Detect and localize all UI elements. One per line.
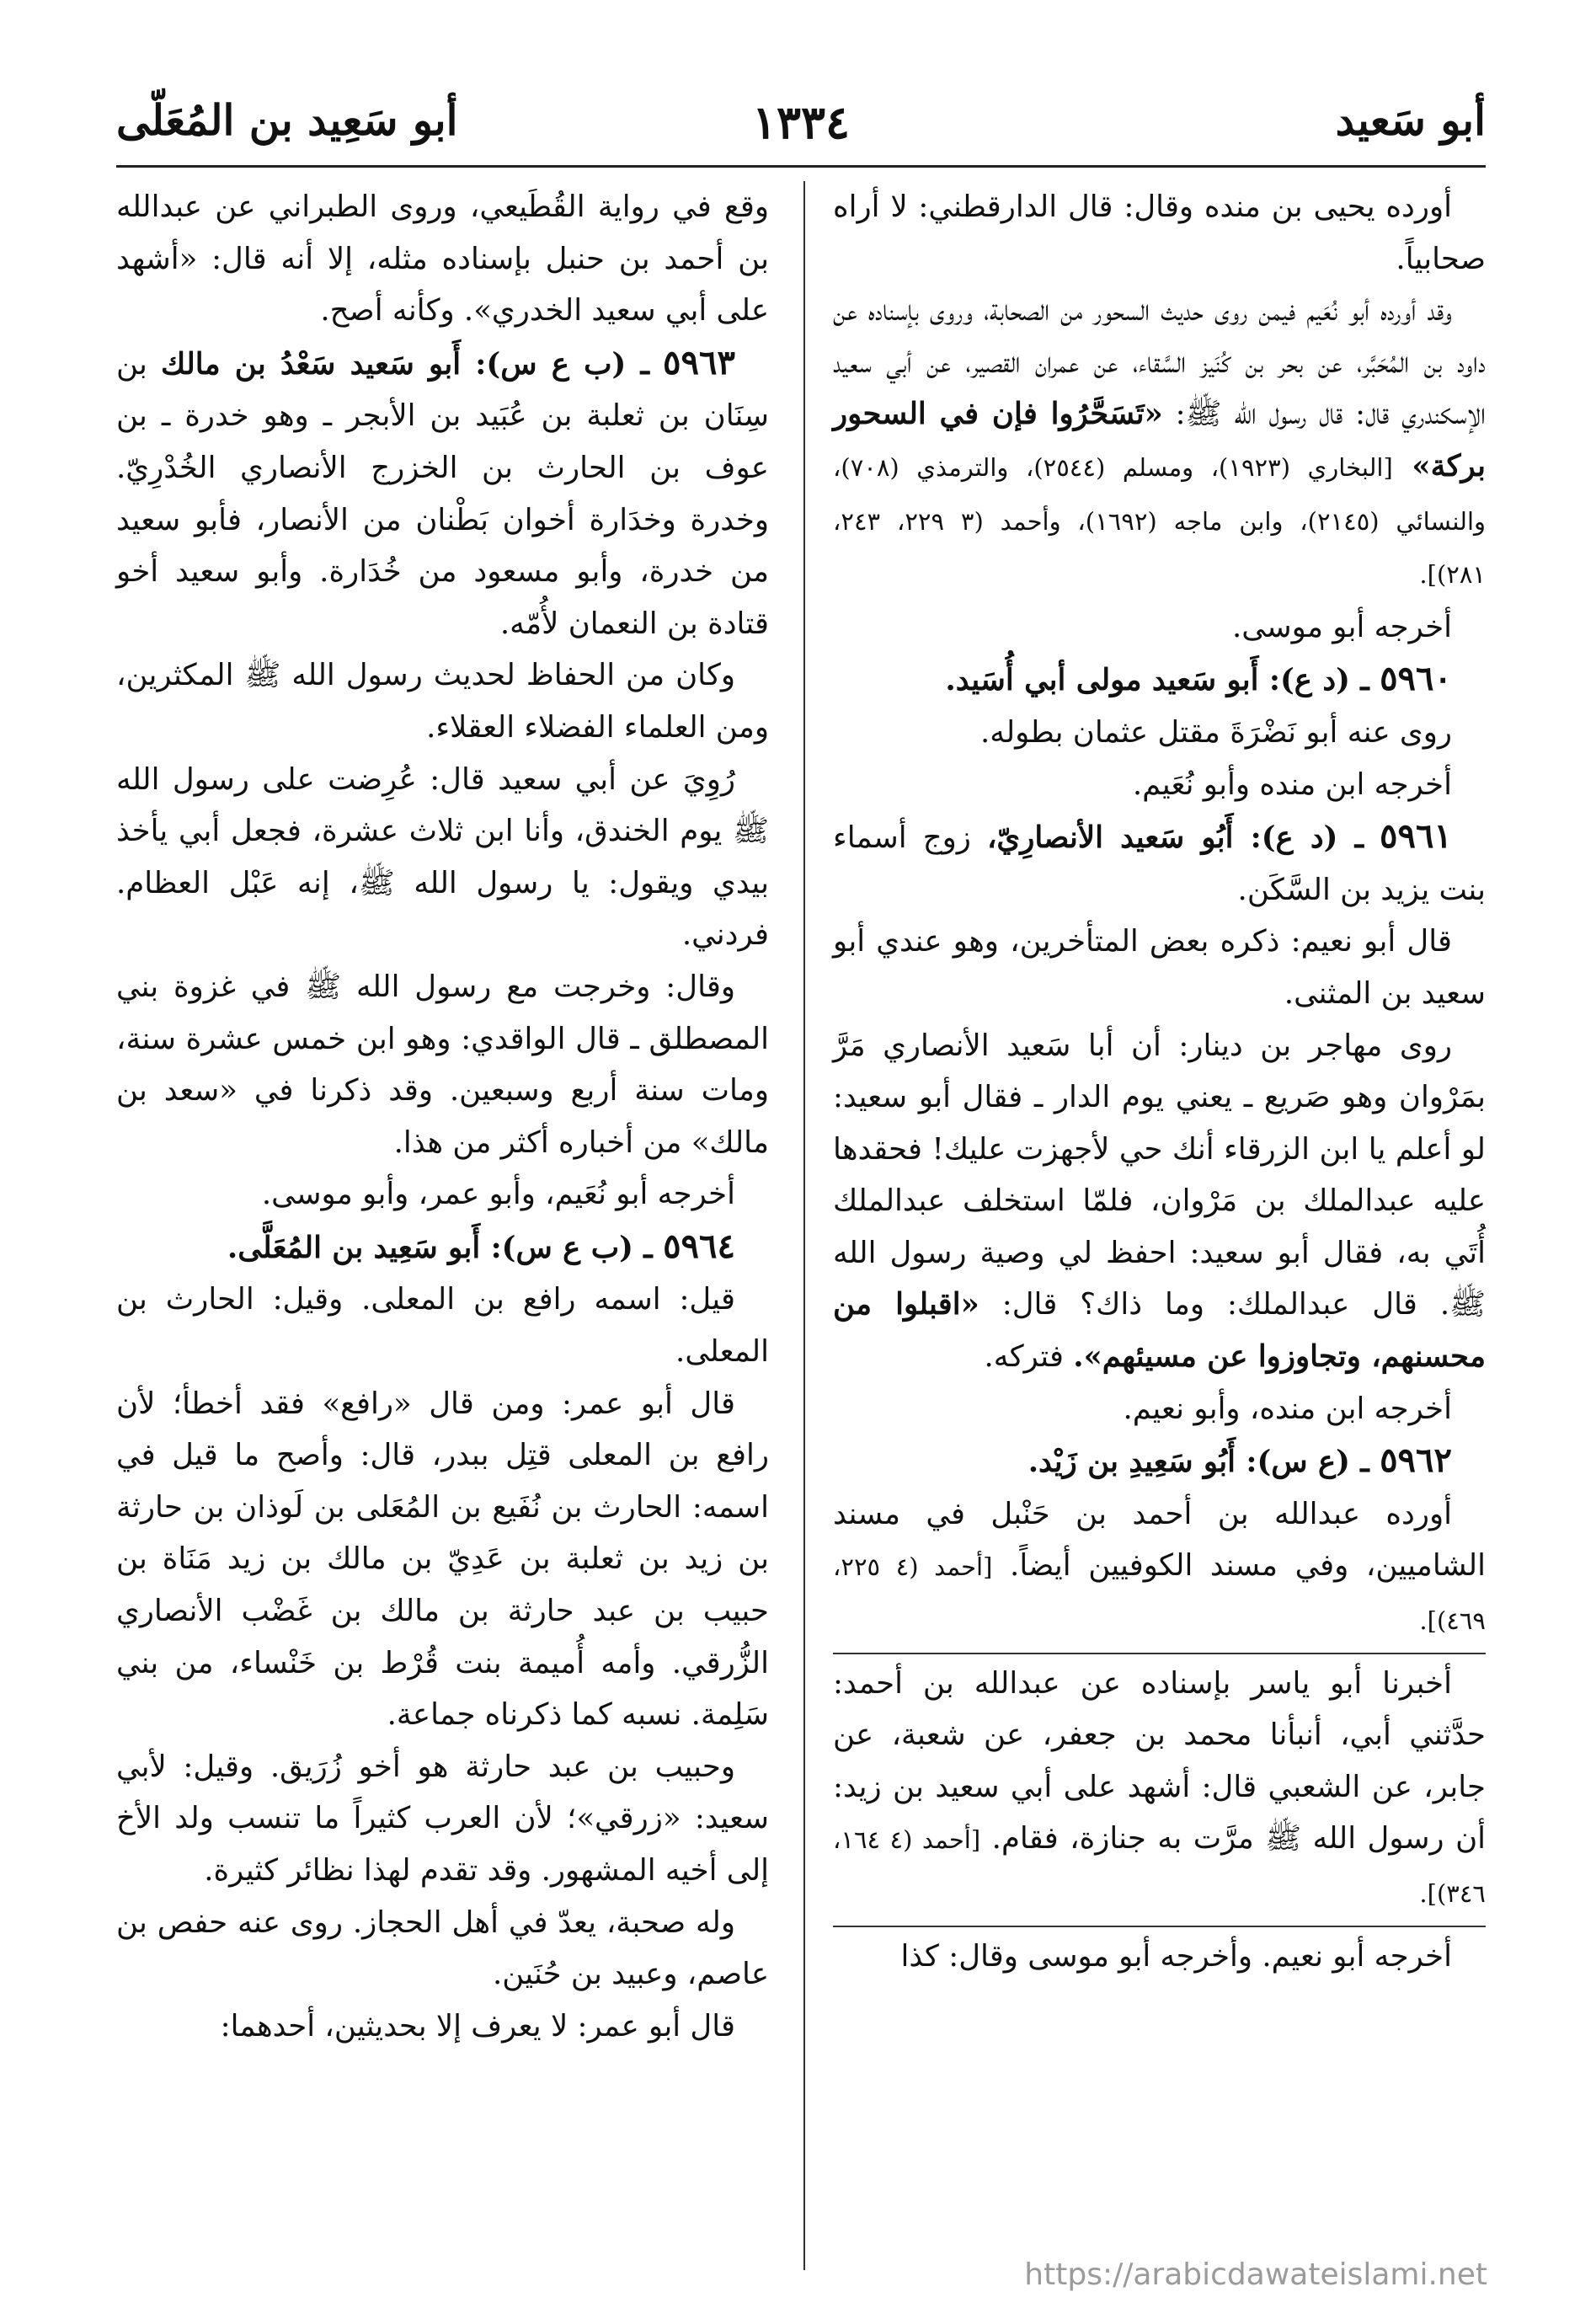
section-divider bbox=[833, 1926, 1486, 1927]
paragraph: أخرجه ابن منده وأبو نُعَيم. bbox=[1132, 767, 1452, 802]
paragraph: وكان من الحفاظ لحديث رسول الله ﷺ المكثرين، ومن العلماء الفضلاء العقلاء. bbox=[116, 658, 769, 745]
entry-heading: ٥٩٦١ ـ (د ع): أَبُو سَعيد الأنصارِيّ، زوج أسماء بنت يزيد بن السَّكَن. bbox=[833, 816, 1486, 907]
column-divider bbox=[803, 181, 805, 2270]
reference: [أحمد (٤ ٢٢٥، ٤٦٩)]. bbox=[833, 1552, 1486, 1636]
paragraph: أورده عبدالله بن أحمد بن حَنْبل في مسند الشاميين، وفي مسند الكوفيين أيضاً. [أحمد (٤ ٢٢٥، ٤٦٩)]. bbox=[833, 1496, 1486, 1636]
entry-number: ٥٩٦٢ bbox=[1380, 1440, 1452, 1481]
paragraph: قال أبو عمر: ومن قال «رافع» فقد أخطأ؛ لأن رافع بن المعلى قتِل ببدر، قال: وأصح ما قيل في اسمه: الحارث بن نُفَيع بن المُعَلى بن لَوذان بن حارثة بن زيد بن ثعلبة بن عَدِيّ بن مالك بن زيد مَنَاة بن حبيب بن عبد حارثة بن مالك بن غَضْب الأنصاري الزُّرقي. وأمه أُميمة بنت قُرْط بن خَنْساء، من بني سَلِمة. نسبه كما ذكرناه جماعة. bbox=[116, 1386, 769, 1733]
paragraph: وقع في رواية القُطَيعي، وروى الطبراني عن عبدالله بن أحمد بن حنبل بإسناده مثله، إلا أنه قال: «أشهد على أبي سعيد الخدري». وكأنه أصح. bbox=[116, 190, 769, 329]
watermark-url: https://arabicdawateislami.net bbox=[1024, 2257, 1487, 2292]
paragraph: قال أبو عمر: لا يعرف إلا بحديثين، أحدهما: bbox=[220, 2008, 735, 2044]
entry-number: ٥٩٦٤ bbox=[663, 1226, 735, 1266]
hadith-quote: «اقبلوا من محسنهم، وتجاوزوا عن مسيئهم». bbox=[833, 1287, 1486, 1375]
paragraph: وقد أورده أبو نُعَيم فيمن روى حديث السحور من الصحابة، وروى بإسناده عن داود بن المُحَبَّر، عن بحر بن كُنَيز السَّقاء، عن عمران القصير، عن أبي سعيد الإسكندري قال: قال رسول الله ﷺ: «تَسَحَّرُوا فإن في السحور بركة» [البخاري (١٩٢٣)، ومسلم (٢٥٤٤)، والترمذي (٧٠٨)، والنسائي (٢١٤٥)، وابن ماجه (١٦٩٢)، وأحمد (٣ ٢٢٩، ٢٤٣، ٢٨١)]. bbox=[833, 293, 1487, 590]
entry-heading: ٥٩٦٤ ـ (ب ع س): أَبو سَعِيد بن المُعَلَّى. bbox=[227, 1226, 735, 1266]
running-title-left: أبو سَعِيد بن المُعَلّى bbox=[116, 95, 458, 145]
right-column bbox=[833, 181, 1486, 1982]
reference: [أحمد (٤ ١٦٤، ٣٤٦)]. bbox=[833, 1825, 1486, 1908]
paragraph: أخرجه أبو نعيم. وأخرجه أبو موسى وقال: كذا bbox=[900, 1938, 1452, 1974]
paragraph: أخرجه أبو نُعَيم، وأبو عمر، وأبو موسى. bbox=[261, 1177, 735, 1212]
paragraph: وحبيب بن عبد حارثة هو أخو زُرَيق. وقيل: لأبي سعيد: «زرقي»؛ لأن العرب كثيراً ما تنسب ولد الأخ إلى أخيه المشهور. وقد تقدم لهذا نظائر كثيرة. bbox=[116, 1749, 769, 1888]
paragraph: رُوِيَ عن أبي سعيد قال: عُرِضت على رسول الله ﷺ يوم الخندق، وأنا ابن ثلاث عشرة، فجعل أبي يأخذ بيدي ويقول: يا رسول الله ﷺ، إنه عَبْل العظام. فردني. bbox=[116, 761, 769, 953]
page-header bbox=[116, 80, 1486, 164]
paragraph: روى عنه أبو نَضْرَةَ مقتل عثمان بطوله. bbox=[980, 714, 1452, 750]
hadith-quote: «تَسَحَّرُوا فإن في السحور بركة» bbox=[833, 397, 1487, 483]
entry-heading: ٥٩٦٠ ـ (د ع): أَبو سَعيد مولى أبي أُسَيد. bbox=[945, 659, 1452, 699]
paragraph: روى مهاجر بن دينار: أن أبا سَعيد الأنصاري مَرَّ بمَرْوان وهو صَريع ـ يعني يوم الدار ـ فقال أبو سعيد: لو أعلم يا ابن الزرقاء أنك حي لأجهزت عليك! فحقدها عليه عبدالملك بن مَرْوان، فلمّا استخلف عبدالملك أُتَي به، فقال أبو سعيد: احفظ لي وصية رسول الله ﷺ. قال عبدالملك: وما ذاك؟ قال: «اقبلوا من محسنهم، وتجاوزوا عن مسيئهم». فتركه. bbox=[833, 1028, 1487, 1375]
paragraph: أورده يحيى بن منده وقال: قال الدارقطني: لا أراه صحابياً. bbox=[833, 190, 1486, 276]
paragraph: أخبرنا أبو ياسر بإسناده عن عبدالله بن أحمد: حدَّثني أبي، أنبأنا محمد بن جعفر، عن شعبة، عن جابر، عن الشعبي قال: أشهد على أبي سعيد بن زيد: أن رسول الله ﷺ مرَّت به جنازة، فقام. [أحمد (٤ ١٦٤، ٣٤٦)]. bbox=[833, 1665, 1487, 1908]
running-title-right: أبو سَعيد bbox=[1335, 95, 1486, 145]
entry-number: ٥٩٦٣ bbox=[663, 342, 735, 382]
paragraph: قيل: اسمه رافع بن المعلى. وقيل: الحارث بن المعلى. bbox=[116, 1282, 769, 1370]
header-rule bbox=[116, 165, 1486, 168]
entry-number: ٥٩٦١ bbox=[1380, 816, 1452, 857]
section-divider bbox=[833, 1653, 1486, 1654]
page-number: ١٣٣٤ bbox=[751, 95, 851, 149]
reference: [البخاري (١٩٢٣)، ومسلم (٢٥٤٤)، والترمذي (٧٠٨)، والنسائي (٢١٤٥)، وابن ماجه (١٦٩٢)، وأحمد (٣ ٢٢٩، ٢٤٣، ٢٨١)]. bbox=[833, 452, 1487, 590]
paragraph: وله صحبة، يعدّ في أهل الحجاز. روى عنه حفص بن عاصم، وعبيد بن حُنَين. bbox=[116, 1905, 769, 1992]
paragraph: أخرجه أبو موسى. bbox=[1232, 609, 1452, 644]
paragraph: وقال: وخرجت مع رسول الله ﷺ في غزوة بني المصطلق ـ قال الواقدي: وهو ابن خمس عشرة سنة، ومات سنة أربع وسبعين. وقد ذكرنا في «سعد بن مالك» من أخباره أكثر من هذا. bbox=[116, 969, 769, 1160]
left-column bbox=[116, 181, 769, 2052]
entry-heading: ٥٩٦٣ ـ (ب ع س): أَبو سَعيد سَعْدُ بن مالك بن سِنَان بن ثعلبة بن عُبَيد بن الأبجر ـ وهو خدرة ـ بن عوف بن الحارث بن الخزرج الأنصاري الخُدْرِيّ. وخدرة وخدَارة أخوان بَطْنان من الأنصار، فأبو سعيد من خدرة، وأبو مسعود من خُدَارة. وأبو سعيد أخو قتادة بن النعمان لأُمّه. bbox=[116, 342, 769, 641]
paragraph: أخرجه ابن منده، وأبو نعيم. bbox=[1123, 1391, 1452, 1426]
entry-number: ٥٩٦٠ bbox=[1380, 659, 1452, 699]
paragraph: قال أبو نعيم: ذكره بعض المتأخرين، وهو عندي أبو سعيد بن المثنى. bbox=[833, 924, 1486, 1011]
entry-heading: ٥٩٦٢ ـ (ع س): أَبُو سَعِيدِ بن زَيْد. bbox=[1028, 1440, 1452, 1481]
